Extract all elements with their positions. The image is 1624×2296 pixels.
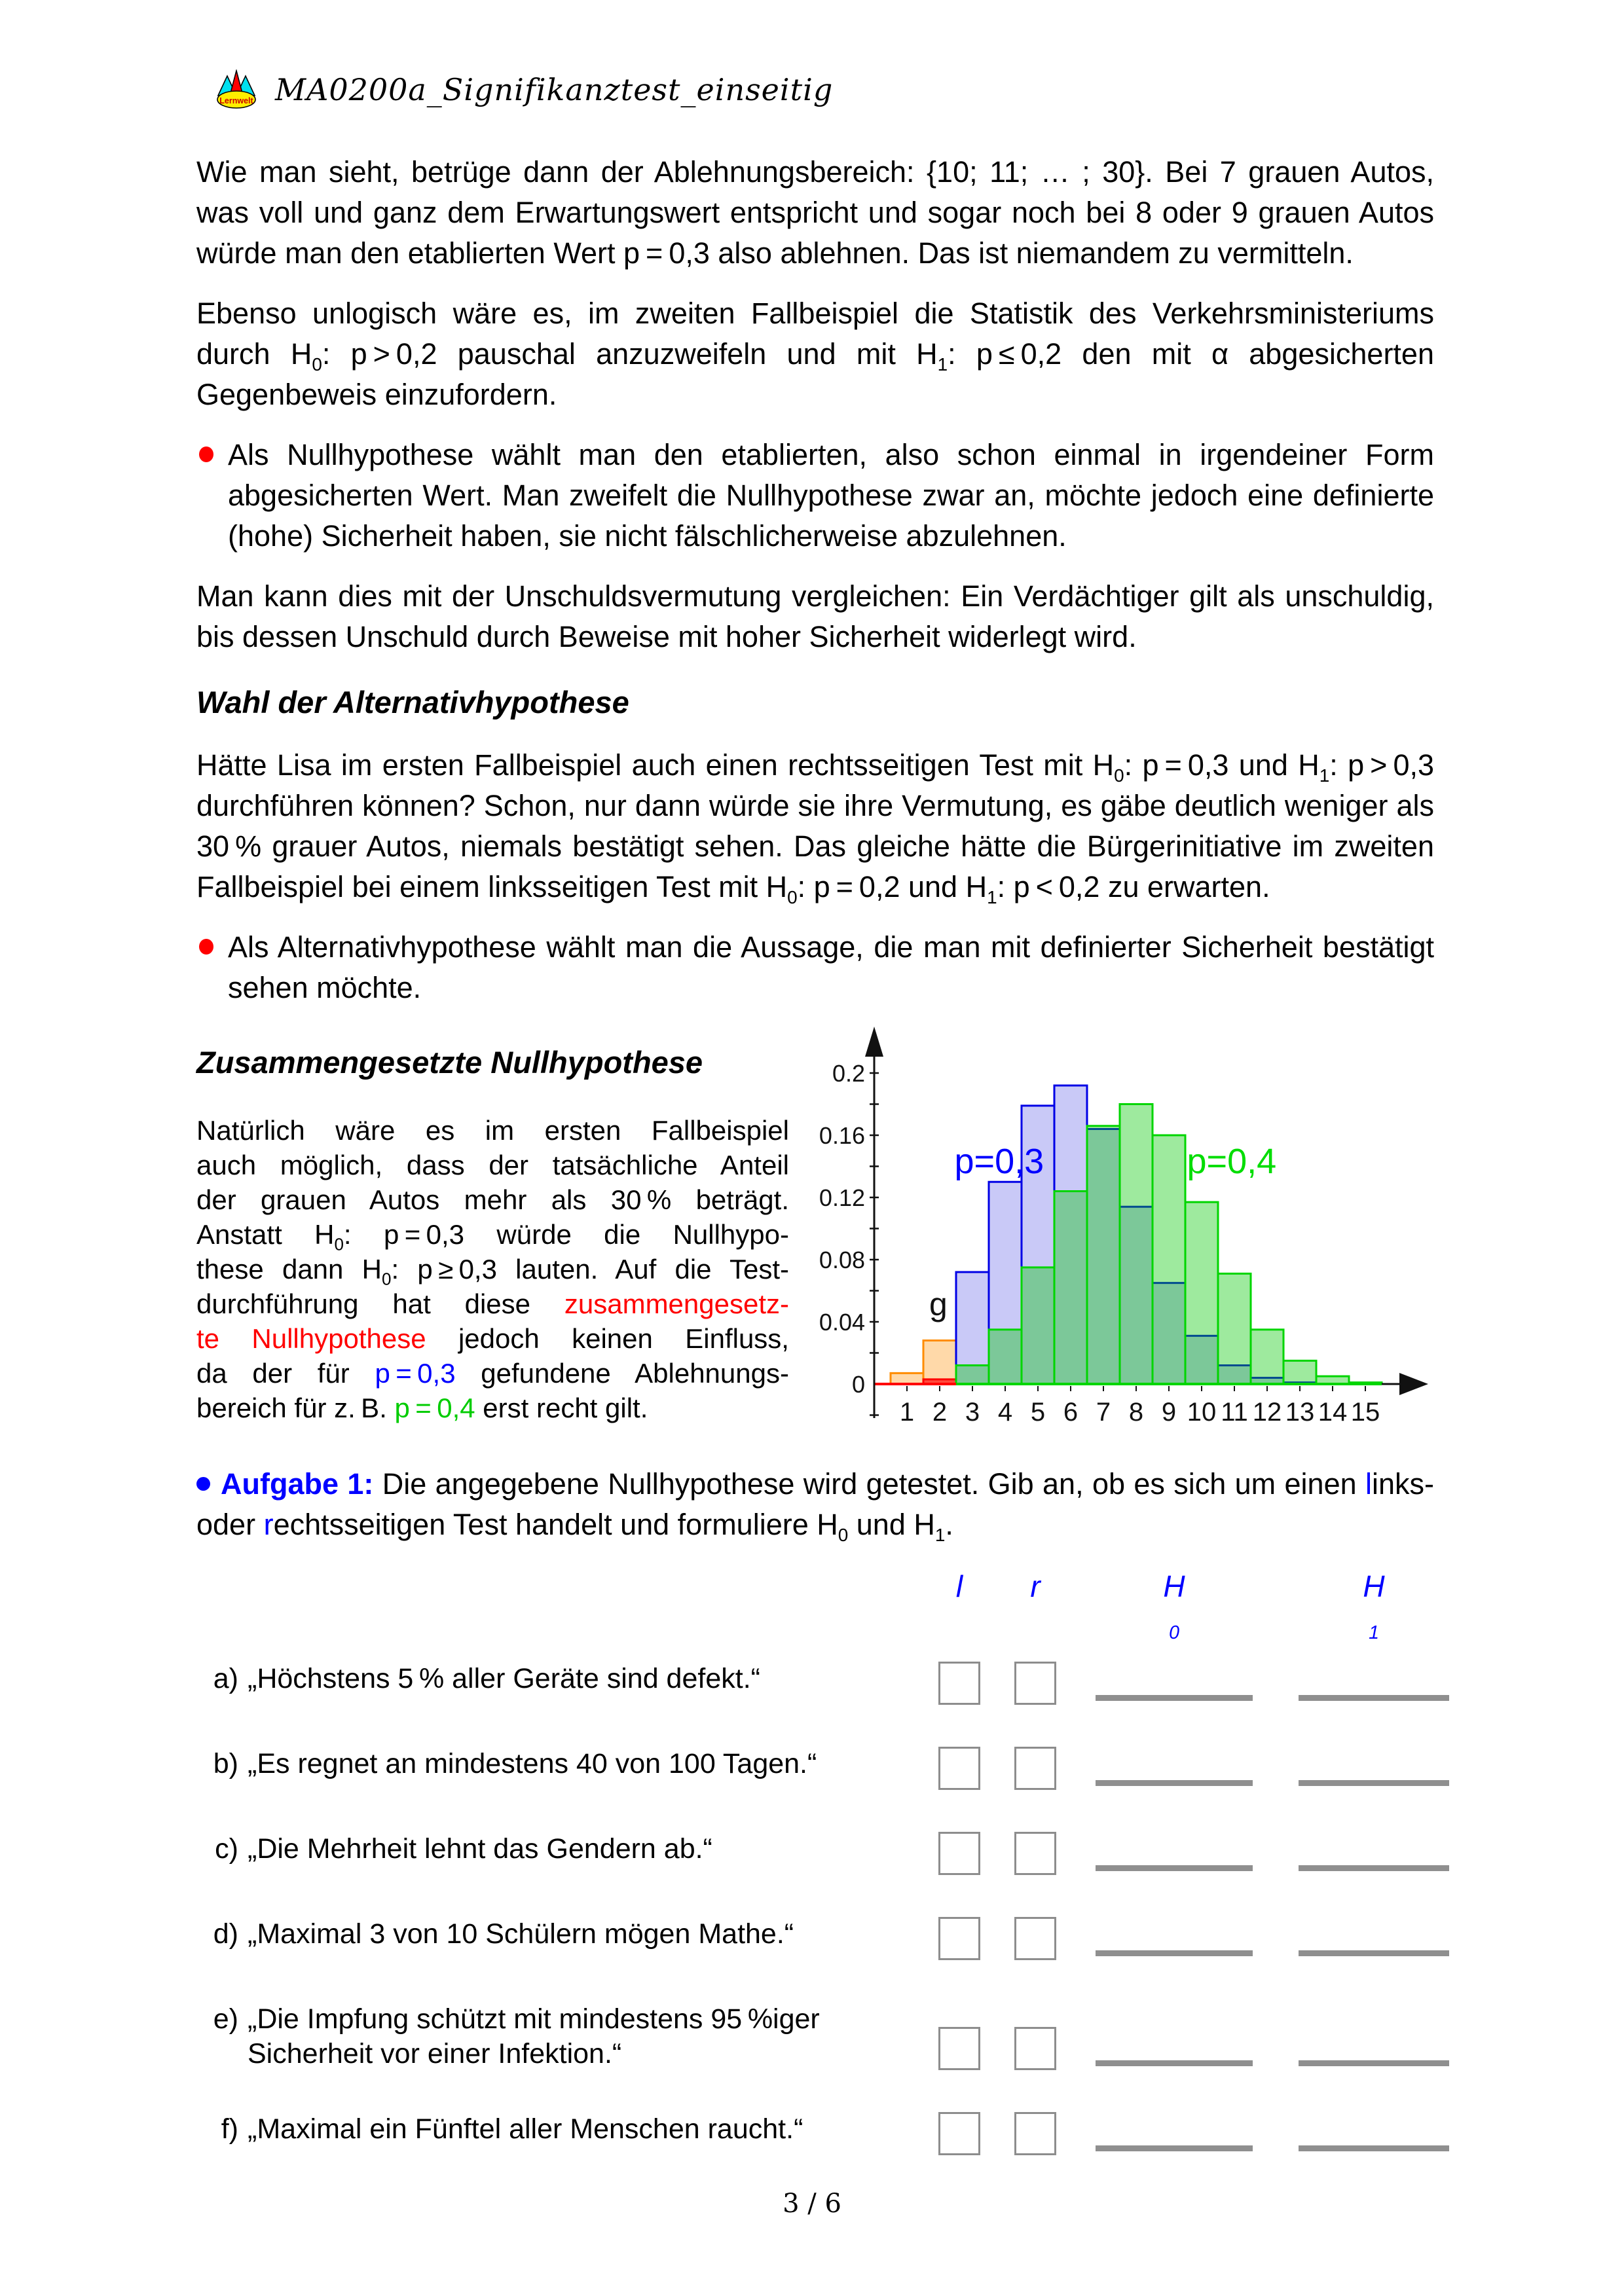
narrow-paragraph-line: Anstatt $H_0$: p = 0,3 würde die Nullhypo- [196,1219,789,1254]
red-bullet-icon [199,939,213,955]
table-row [196,2112,1434,2157]
answer-line-h0[interactable] [1096,1780,1253,1786]
svg-text:14: 14 [1318,1398,1348,1427]
svg-text:0: 0 [851,1371,865,1398]
checkbox-rechts[interactable] [1014,1917,1056,1960]
svg-text:5: 5 [1030,1398,1046,1427]
checkbox-links[interactable] [938,1832,980,1875]
svg-text:g: g [929,1286,948,1322]
red-bullet-icon [199,446,213,462]
narrow-paragraph-line: der grauen Autos mehr als 30 % beträgt. [196,1184,789,1215]
table-row [196,1747,1434,1791]
column-header-h1: H $_1$ [1363,1569,1385,1644]
row-statement: „Höchstens 5 % aller Geräte sind defekt.“ [248,1663,760,1694]
bullet-alternativhypothese [196,927,1434,1008]
answer-line-h0[interactable] [1096,2145,1253,2151]
narrow-paragraph-line: bereich für z. B. p = 0,4 erst recht gilt. [196,1393,648,1423]
narrow-paragraph [196,1113,789,1425]
narrow-paragraph-line: these dann $H_0$: p ≥ 0,3 lauten. Auf die Test- [196,1254,789,1289]
checkbox-rechts[interactable] [1014,2027,1056,2070]
column-header-links: l [955,1569,963,1603]
checkbox-links[interactable] [938,1662,980,1705]
svg-text:0.2: 0.2 [832,1060,865,1087]
paragraph-ablehnungsbereich: Wie man sieht, betrüge dann der Ablehnungsbereich: {10; 11; … ; 30}. Bei 7 grauen Autos, was voll und ganz dem Erwartungswert entspricht und sogar noch bei 8 oder 9 grauen Autos würde man den etablierten Wert p = 0,3 also ablehnen. Das ist niemandem zu vermitteln. [196,155,1434,270]
row-label: e) [213,2003,238,2035]
svg-text:11: 11 [1221,1398,1248,1427]
answer-table [196,1662,1434,2157]
heading-wahl-alternativhypothese: Wahl der Alternativhypothese [196,685,629,720]
table-row [196,1917,1434,1961]
svg-text:0.16: 0.16 [819,1122,865,1149]
probability-histogram [809,1017,1431,1440]
svg-text:9: 9 [1161,1398,1177,1427]
svg-text:p=0,4: p=0,4 [1187,1142,1277,1181]
svg-text:0.04: 0.04 [819,1309,865,1336]
answer-line-h1[interactable] [1299,1780,1449,1786]
checkbox-rechts[interactable] [1014,1832,1056,1875]
answer-line-h1[interactable] [1299,1865,1449,1871]
svg-text:1: 1 [899,1398,915,1427]
svg-text:4: 4 [997,1398,1013,1427]
svg-text:12: 12 [1252,1398,1282,1427]
task-intro-text: Aufgabe 1: Die angegebene Nullhypothese wird getestet. Gib an, ob es sich um einen links- oder rechtsseitigen Test handelt und formuliere $H_0$ und $H_1$. [196,1467,1434,1545]
page-title: MA0200a_Signifikanztest_einseitig [275,72,834,107]
answer-line-h0[interactable] [1096,1695,1253,1701]
svg-text:p=0,3: p=0,3 [954,1142,1044,1181]
svg-text:15: 15 [1350,1398,1380,1427]
narrow-paragraph-line: durchführung hat diese zusammengesetz- [196,1288,789,1319]
narrow-paragraph-line: auch möglich, dass der tatsächliche Anteil [196,1150,789,1180]
svg-text:13: 13 [1285,1398,1315,1427]
two-column-section [196,1017,1434,1440]
checkbox-rechts[interactable] [1014,2112,1056,2155]
heading-zusammengesetzte-nullhypothese: Zusammengesetzte Nullhypothese [196,1045,703,1080]
blue-bullet-icon [196,1477,210,1491]
svg-text:2: 2 [932,1398,948,1427]
left-column [196,1017,789,1440]
svg-text:6: 6 [1063,1398,1079,1427]
answer-line-h1[interactable] [1299,1695,1449,1701]
table-row [196,1662,1434,1706]
row-label: c) [215,1833,238,1865]
answer-table-header [196,1569,1434,1644]
svg-text:0.12: 0.12 [819,1184,865,1211]
row-statement: „Die Impfung schützt mit mindestens 95 %iger Sicherheit vor einer Infektion.“ [248,2003,820,2069]
task-intro [196,1464,1434,1545]
bullet-alternativhypothese-text: Als Alternativhypothese wählt man die Aussage, die man mit definierter Sicherheit bestätigt sehen möchte. [228,930,1434,1004]
svg-text:0.08: 0.08 [819,1247,865,1273]
table-row [196,2002,1434,2071]
narrow-paragraph-line: Natürlich wäre es im ersten Fallbeispiel [196,1115,789,1146]
svg-text:Lernwelt: Lernwelt [219,96,253,105]
checkbox-links[interactable] [938,1747,980,1790]
row-statement: „Maximal ein Fünftel aller Menschen raucht.“ [248,2113,803,2145]
row-statement: „Es regnet an mindestens 40 von 100 Tagen.“ [248,1748,817,1779]
answer-line-h1[interactable] [1299,2060,1449,2066]
checkbox-rechts[interactable] [1014,1662,1056,1705]
row-label: b) [213,1748,238,1779]
checkbox-links[interactable] [938,1917,980,1960]
row-label: a) [213,1663,238,1694]
bullet-nullhypothese [196,435,1434,556]
lernwelt-logo-icon [215,69,258,110]
row-statement: „Maximal 3 von 10 Schülern mögen Mathe.“ [248,1918,794,1950]
row-label: d) [213,1918,238,1950]
paragraph-lisa-test: Hätte Lisa im ersten Fallbeispiel auch einen rechtsseitigen Test mit $H_0$: p = 0,3 und $H_1$: p > 0,3 durchführen können? Schon, nur dann würde sie ihre Vermutung, es gäbe deutlich weniger als 30 % grauer Autos, niemals bestätigt sehen. Das gleiche hätte die Bürgerinitiative im zweiten Fallbeispiel bei einem linksseitigen Test mit $H_0$: p = 0,2 und $H_1$: p < 0,2 zu erwarten. [196,748,1435,907]
svg-text:10: 10 [1187,1398,1217,1427]
table-row [196,1832,1434,1876]
answer-line-h0[interactable] [1096,1950,1253,1956]
narrow-paragraph-line: te Nullhypothese jedoch keinen Einfluss, [196,1323,789,1354]
column-header-h0: H $_0$ [1163,1569,1185,1644]
paragraph-unschuldsvermutung: Man kann dies mit der Unschuldsvermutung vergleichen: Ein Verdächtiger gilt als unschuldig, bis dessen Unschuld durch Beweise mit hoher Sicherheit widerlegt wird. [196,579,1434,653]
chart-area [789,1017,1434,1440]
narrow-paragraph-line: da der für p = 0,3 gefundene Ablehnungs- [196,1358,789,1389]
bullet-nullhypothese-text: Als Nullhypothese wählt man den etablierten, also schon einmal in irgendeiner Form abgesicherten Wert. Man zweifelt die Nullhypothese zwar an, möchte jedoch eine definierte (hohe) Sicherheit haben, sie nicht fälschlicherweise abzulehnen. [228,438,1434,553]
svg-text:7: 7 [1096,1398,1111,1427]
column-header-rechts: r [1030,1569,1041,1603]
answer-line-h0[interactable] [1096,2060,1253,2066]
svg-text:3: 3 [965,1398,980,1427]
checkbox-links[interactable] [938,2112,980,2155]
answer-line-h0[interactable] [1096,1865,1253,1871]
paragraph-ebenso-unlogisch: Ebenso unlogisch wäre es, im zweiten Fallbeispiel die Statistik des Verkehrsministeriums durch $H_0$: p > 0,2 pauschal anzuzweifeln und mit $H_1$: p ≤ 0,2 den mit α abgesicherten Gegenbeweis einzufordern. [196,297,1434,411]
answer-line-h1[interactable] [1299,1950,1449,1956]
svg-text:8: 8 [1128,1398,1144,1427]
checkbox-rechts[interactable] [1014,1747,1056,1790]
checkbox-links[interactable] [938,2027,980,2070]
page-header [215,65,1434,114]
row-statement: „Die Mehrheit lehnt das Gendern ab.“ [248,1833,712,1865]
answer-line-h1[interactable] [1299,2145,1449,2151]
page-number: 3 / 6 [783,2189,841,2219]
row-label: f) [221,2113,238,2145]
